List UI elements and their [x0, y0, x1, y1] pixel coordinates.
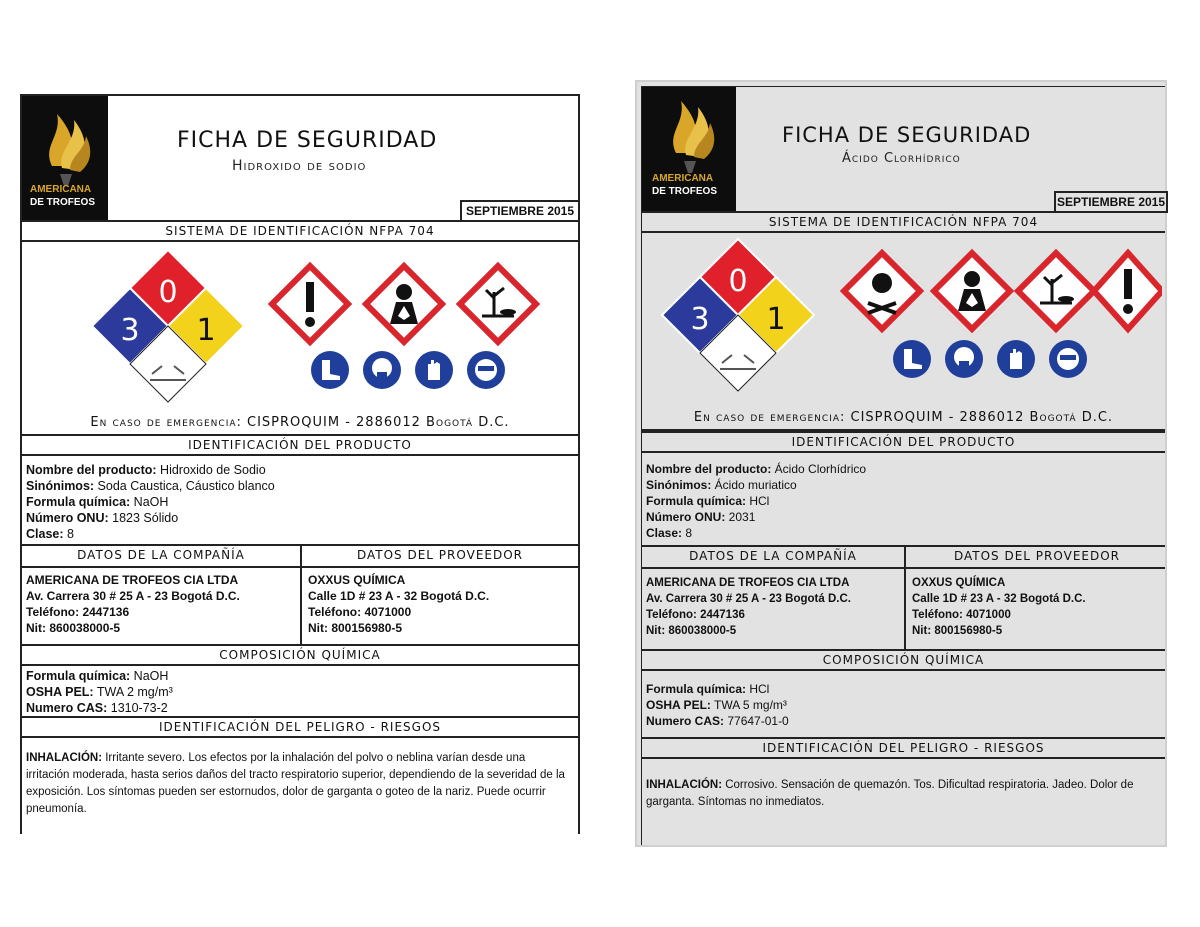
date-box: SEPTIEMBRE 2015 — [1054, 191, 1168, 213]
exclamation-mark-icon — [272, 266, 348, 342]
class-row: Clase: 8 — [26, 527, 74, 541]
composition-info: Formula química: NaOH OSHA PEL: TWA 2 mg/m³ Numero CAS: 1310-73-2 — [26, 669, 173, 715]
company-heading: DATOS DE LA COMPAÑÍA — [77, 548, 245, 562]
environment-hazard-icon — [1018, 253, 1094, 329]
safety-sheet-hcl — [635, 80, 1167, 847]
gloves-icon — [415, 351, 453, 389]
nfpa-heading: SISTEMA DE IDENTIFICACIÓN NFPA 704 — [22, 220, 578, 242]
sheet-title: FICHA DE SEGURIDAD — [177, 128, 438, 153]
emergency-line: En caso de emergencia: CISPROQUIM - 2886012 Bogotá D.C. — [642, 409, 1165, 431]
logo-text-1: AMERICANA — [30, 184, 92, 195]
supplier-info: OXXUS QUÍMICA Calle 1D # 23 A - 32 Bogotá D.C. Teléfono: 4071000 Nit: 800156980-5 — [912, 577, 1086, 637]
supplier-info: OXXUS QUÍMICA Calle 1D # 23 A - 32 Bogotá D.C. Teléfono: 4071000 Nit: 800156980-5 — [308, 573, 490, 635]
composition-heading: COMPOSICIÓN QUÍMICA — [642, 649, 1165, 671]
formula-row: Formula química: NaOH — [26, 495, 169, 509]
nfpa-flammability: 0 — [728, 264, 748, 299]
safety-boots-icon — [311, 351, 349, 389]
synonyms-row: Sinónimos: Soda Caustica, Cáustico blanco — [26, 479, 275, 493]
supplier-heading: DATOS DEL PROVEEDOR — [953, 549, 1121, 563]
safety-sheet-naoh — [20, 94, 580, 834]
product-name-row: Nombre del producto: Hidroxido de Sodio — [26, 463, 266, 477]
hazard-pictograms — [82, 246, 562, 416]
respirator-icon — [363, 351, 401, 389]
nfpa-diamond — [662, 239, 814, 391]
nfpa-heading: SISTEMA DE IDENTIFICACIÓN NFPA 704 — [642, 211, 1165, 233]
nfpa-diamond — [92, 250, 244, 402]
company-logo — [22, 96, 108, 220]
emergency-line: En caso de emergencia: CISPROQUIM - 2886012 Bogotá D.C. — [22, 414, 578, 436]
environment-hazard-icon — [460, 266, 536, 342]
hazard-heading: IDENTIFICACIÓN DEL PELIGRO - RIESGOS — [22, 716, 578, 738]
nfpa-flammability: 0 — [158, 275, 178, 310]
logo-text-2: DE TROFEOS — [652, 186, 718, 197]
product-heading: IDENTIFICACIÓN DEL PRODUCTO — [642, 431, 1165, 453]
company-info: AMERICANA DE TROFEOS CIA LTDA Av. Carrera 30 # 25 A - 23 Bogotá D.C. Teléfono: 2447136 Nit: 860038000-5 — [646, 577, 851, 637]
sheet-subtitle: Hidroxido de sodio — [232, 158, 367, 174]
date-box: SEPTIEMBRE 2015 — [460, 200, 580, 222]
respirator-icon — [945, 340, 983, 378]
skull-crossbones-icon — [844, 253, 920, 329]
logo-text-2: DE TROFEOS — [30, 197, 96, 208]
face-shield-icon — [1049, 340, 1087, 378]
nfpa-reactivity: 1 — [196, 313, 216, 348]
sheet-title: FICHA DE SEGURIDAD — [782, 123, 1032, 147]
product-info: Nombre del producto: Ácido Clorhídrico Sinónimos: Ácido muriatico Formula química: HCl Número ONU: 2031 Clase: 8 — [646, 462, 867, 540]
company-info: AMERICANA DE TROFEOS CIA LTDA Av. Carrera 30 # 25 A - 23 Bogotá D.C. Teléfono: 2447136 Nit: 860038000-5 — [26, 573, 240, 635]
logo-text-1: AMERICANA — [652, 173, 714, 184]
hazard-text: INHALACIÓN: Corrosivo. Sensación de quemazón. Tos. Dificultad respiratoria. Jadeo. Dolor de garganta. Síntomas no inmediatos. — [646, 779, 1134, 808]
hazard-text: INHALACIÓN: Irritante severo. Los efectos por la inhalación del polvo o neblina varían desde una irritación moderada, hasta serios daños del tracto respiratorio superior, dependiendo de la severidad de la exposición. Los síntomas pueden ser estornudos, dolor de garganta o goteo de la nariz. Puede ocurrir pneumonía. — [26, 752, 565, 815]
hazard-heading: IDENTIFICACIÓN DEL PELIGRO - RIESGOS — [642, 737, 1165, 759]
composition-info: Formula química: HCl OSHA PEL: TWA 5 mg/m³ Numero CAS: 77647-01-0 — [646, 682, 789, 728]
sheet-subtitle: Ácido Clorhídrico — [842, 151, 961, 166]
ppe-icons — [311, 351, 505, 389]
nfpa-health: 3 — [120, 313, 140, 348]
ppe-icons — [893, 340, 1087, 378]
supplier-heading: DATOS DEL PROVEEDOR — [356, 548, 524, 562]
exclamation-mark-icon — [1094, 253, 1162, 329]
composition-heading: COMPOSICIÓN QUÍMICA — [22, 644, 578, 666]
product-info — [26, 462, 574, 542]
un-number-row: Número ONU: 1823 Sólido — [26, 511, 179, 525]
hazard-pictograms — [652, 235, 1162, 405]
product-heading: IDENTIFICACIÓN DEL PRODUCTO — [22, 434, 578, 456]
nfpa-reactivity: 1 — [766, 302, 786, 337]
health-hazard-icon — [934, 253, 1010, 329]
gloves-icon — [997, 340, 1035, 378]
company-heading: DATOS DE LA COMPAÑÍA — [689, 549, 857, 563]
company-logo — [642, 87, 736, 211]
safety-boots-icon — [893, 340, 931, 378]
health-hazard-icon — [366, 266, 442, 342]
nfpa-health: 3 — [690, 302, 710, 337]
face-shield-icon — [467, 351, 505, 389]
